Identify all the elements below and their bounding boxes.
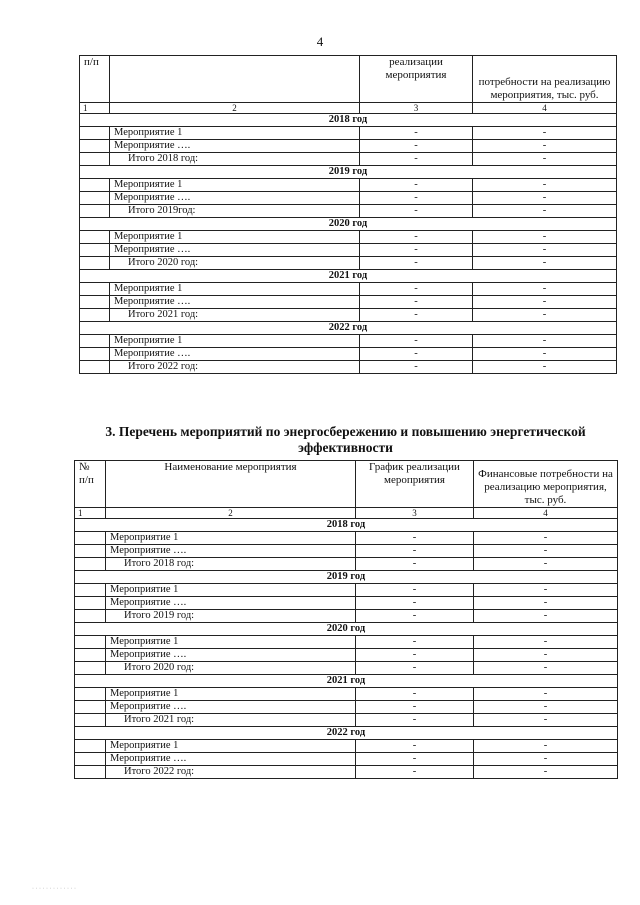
finance-value: - <box>474 688 618 701</box>
header-finance: Финансовые потребности на реализацию мероприятия, тыс. руб. <box>474 461 618 508</box>
event-name: Итого 2020 год: <box>106 662 356 675</box>
row-num-cell <box>80 153 110 166</box>
event-name: Мероприятие 1 <box>110 231 360 244</box>
year-label: 2018 год <box>75 519 618 532</box>
row-num-cell <box>80 231 110 244</box>
schedule-value: - <box>360 309 473 322</box>
event-name: Мероприятие 1 <box>106 636 356 649</box>
finance-value: - <box>474 714 618 727</box>
events-table-continued <box>79 55 617 374</box>
table-row <box>80 296 617 309</box>
year-row <box>80 270 617 283</box>
event-name: Мероприятие …. <box>106 649 356 662</box>
finance-value: - <box>473 127 617 140</box>
schedule-value: - <box>360 335 473 348</box>
event-name: Мероприятие 1 <box>106 584 356 597</box>
table-row <box>75 597 618 610</box>
schedule-value: - <box>356 688 474 701</box>
total-row <box>80 361 617 374</box>
event-name: Итого 2019год: <box>110 205 360 218</box>
event-name: Итого 2021 год: <box>106 714 356 727</box>
finance-value: - <box>473 205 617 218</box>
section-title: 3. Перечень мероприятий по энергосбережению и повышению энергетической эффективности <box>105 424 586 455</box>
row-num-cell <box>80 335 110 348</box>
header-name: Наименование мероприятия <box>106 461 356 508</box>
row-num-cell <box>75 649 106 662</box>
finance-value: - <box>474 584 618 597</box>
finance-value: - <box>473 231 617 244</box>
table-row <box>75 688 618 701</box>
finance-value: - <box>474 558 618 571</box>
schedule-value: - <box>356 610 474 623</box>
table-header-group <box>80 56 617 114</box>
row-num-cell <box>80 296 110 309</box>
finance-value: - <box>473 192 617 205</box>
finance-value: - <box>474 610 618 623</box>
year-row <box>80 114 617 127</box>
year-label: 2020 год <box>80 218 617 231</box>
year-label: 2022 год <box>75 727 618 740</box>
event-name: Мероприятие …. <box>110 192 360 205</box>
finance-value: - <box>473 309 617 322</box>
total-row <box>80 309 617 322</box>
event-name: Мероприятие …. <box>110 244 360 257</box>
total-row <box>75 558 618 571</box>
year-row <box>75 623 618 636</box>
schedule-value: - <box>356 545 474 558</box>
row-num-cell <box>75 610 106 623</box>
schedule-value: - <box>360 179 473 192</box>
finance-value: - <box>473 257 617 270</box>
finance-value: - <box>474 532 618 545</box>
finance-value: - <box>473 140 617 153</box>
energy-saving-events-table <box>74 460 618 779</box>
event-name: Мероприятие …. <box>110 140 360 153</box>
table-body <box>80 114 617 374</box>
table-row <box>80 231 617 244</box>
header-name <box>110 56 360 103</box>
finance-value: - <box>473 283 617 296</box>
event-name: Мероприятие …. <box>106 753 356 766</box>
event-name: Итого 2022 год: <box>106 766 356 779</box>
header-schedule: реализации мероприятия <box>360 56 473 103</box>
row-num-cell <box>75 714 106 727</box>
table-body <box>75 519 618 779</box>
row-num-cell <box>80 179 110 192</box>
year-label: 2020 год <box>75 623 618 636</box>
row-num-cell <box>75 558 106 571</box>
row-num-cell <box>75 597 106 610</box>
year-row <box>75 519 618 532</box>
schedule-value: - <box>360 283 473 296</box>
year-row <box>80 322 617 335</box>
row-num-cell <box>80 127 110 140</box>
event-name: Мероприятие 1 <box>106 688 356 701</box>
finance-value: - <box>474 701 618 714</box>
total-row <box>75 662 618 675</box>
table-row <box>80 348 617 361</box>
total-row <box>75 714 618 727</box>
row-num-cell <box>75 740 106 753</box>
schedule-value: - <box>356 753 474 766</box>
event-name: Мероприятие 1 <box>110 127 360 140</box>
col-number: 1 <box>80 103 110 114</box>
row-num-cell <box>75 766 106 779</box>
schedule-value: - <box>360 361 473 374</box>
table-row <box>75 649 618 662</box>
scan-artifact: · · · · · · · · · · · · · <box>32 886 76 892</box>
finance-value: - <box>473 335 617 348</box>
schedule-value: - <box>360 140 473 153</box>
event-name: Мероприятие …. <box>110 296 360 309</box>
col-number: 4 <box>474 508 618 519</box>
table-header-group <box>75 461 618 519</box>
event-name: Мероприятие …. <box>106 545 356 558</box>
row-num-cell <box>75 753 106 766</box>
finance-value: - <box>473 179 617 192</box>
row-num-cell <box>75 532 106 545</box>
table-row <box>80 192 617 205</box>
event-name: Мероприятие 1 <box>106 740 356 753</box>
table-row <box>80 127 617 140</box>
event-name: Мероприятие …. <box>106 597 356 610</box>
finance-value: - <box>474 545 618 558</box>
row-num-cell <box>75 701 106 714</box>
table-row <box>80 179 617 192</box>
event-name: Итого 2019 год: <box>106 610 356 623</box>
row-num-cell <box>75 636 106 649</box>
table-row <box>80 335 617 348</box>
table-row <box>75 545 618 558</box>
schedule-value: - <box>356 597 474 610</box>
table-header-row <box>80 56 617 103</box>
schedule-value: - <box>356 740 474 753</box>
year-row <box>80 166 617 179</box>
schedule-value: - <box>360 153 473 166</box>
year-label: 2021 год <box>80 270 617 283</box>
schedule-value: - <box>360 205 473 218</box>
table-row <box>75 636 618 649</box>
year-row <box>75 727 618 740</box>
event-name: Итого 2022 год: <box>110 361 360 374</box>
finance-value: - <box>474 740 618 753</box>
column-numbers-row <box>80 103 617 114</box>
row-num-cell <box>80 192 110 205</box>
col-number: 2 <box>110 103 360 114</box>
row-num-cell <box>80 140 110 153</box>
row-num-cell <box>80 244 110 257</box>
event-name: Мероприятие …. <box>106 701 356 714</box>
total-row <box>80 153 617 166</box>
schedule-value: - <box>356 662 474 675</box>
table-row <box>75 753 618 766</box>
row-num-cell <box>75 545 106 558</box>
year-label: 2022 год <box>80 322 617 335</box>
table-row <box>80 283 617 296</box>
schedule-value: - <box>356 649 474 662</box>
table-row <box>75 701 618 714</box>
finance-value: - <box>474 766 618 779</box>
year-label: 2019 год <box>80 166 617 179</box>
row-num-cell <box>75 688 106 701</box>
event-name: Итого 2018 год: <box>110 153 360 166</box>
schedule-value: - <box>360 244 473 257</box>
row-num-cell <box>75 584 106 597</box>
schedule-value: - <box>356 584 474 597</box>
row-num-cell <box>80 257 110 270</box>
table-row <box>75 740 618 753</box>
table-row <box>75 532 618 545</box>
total-row <box>75 766 618 779</box>
finance-value: - <box>474 597 618 610</box>
event-name: Итого 2018 год: <box>106 558 356 571</box>
schedule-value: - <box>356 701 474 714</box>
table-row <box>80 244 617 257</box>
row-num-cell <box>80 309 110 322</box>
header-finance: потребности на реализацию мероприятия, тыс. руб. <box>473 56 617 103</box>
event-name: Итого 2021 год: <box>110 309 360 322</box>
page-number: 4 <box>316 34 324 49</box>
schedule-value: - <box>360 296 473 309</box>
col-number: 3 <box>356 508 474 519</box>
row-num-cell <box>75 662 106 675</box>
total-row <box>75 610 618 623</box>
year-row <box>75 675 618 688</box>
finance-value: - <box>473 244 617 257</box>
year-label: 2018 год <box>80 114 617 127</box>
finance-value: - <box>474 649 618 662</box>
total-row <box>80 205 617 218</box>
event-name: Мероприятие 1 <box>110 335 360 348</box>
col-number: 3 <box>360 103 473 114</box>
year-row <box>75 571 618 584</box>
event-name: Итого 2020 год: <box>110 257 360 270</box>
year-label: 2021 год <box>75 675 618 688</box>
event-name: Мероприятие 1 <box>106 532 356 545</box>
schedule-value: - <box>356 532 474 545</box>
col-number: 2 <box>106 508 356 519</box>
table-header-row <box>75 461 618 508</box>
col-number: 4 <box>473 103 617 114</box>
event-name: Мероприятие …. <box>110 348 360 361</box>
table-row <box>75 584 618 597</box>
row-num-cell <box>80 361 110 374</box>
header-num: п/п <box>80 56 110 103</box>
finance-value: - <box>474 662 618 675</box>
event-name: Мероприятие 1 <box>110 283 360 296</box>
year-row <box>80 218 617 231</box>
finance-value: - <box>474 636 618 649</box>
column-numbers-row <box>75 508 618 519</box>
event-name: Мероприятие 1 <box>110 179 360 192</box>
finance-value: - <box>473 296 617 309</box>
row-num-cell <box>80 205 110 218</box>
schedule-value: - <box>360 192 473 205</box>
schedule-value: - <box>356 766 474 779</box>
finance-value: - <box>473 153 617 166</box>
row-num-cell <box>80 348 110 361</box>
header-num: № п/п <box>75 461 106 508</box>
table-row <box>80 140 617 153</box>
finance-value: - <box>473 348 617 361</box>
finance-value: - <box>473 361 617 374</box>
schedule-value: - <box>360 127 473 140</box>
finance-value: - <box>474 753 618 766</box>
schedule-value: - <box>360 231 473 244</box>
row-num-cell <box>80 283 110 296</box>
schedule-value: - <box>360 257 473 270</box>
header-schedule: График реализации мероприятия <box>356 461 474 508</box>
schedule-value: - <box>356 636 474 649</box>
schedule-value: - <box>356 714 474 727</box>
total-row <box>80 257 617 270</box>
schedule-value: - <box>360 348 473 361</box>
col-number: 1 <box>75 508 106 519</box>
year-label: 2019 год <box>75 571 618 584</box>
schedule-value: - <box>356 558 474 571</box>
